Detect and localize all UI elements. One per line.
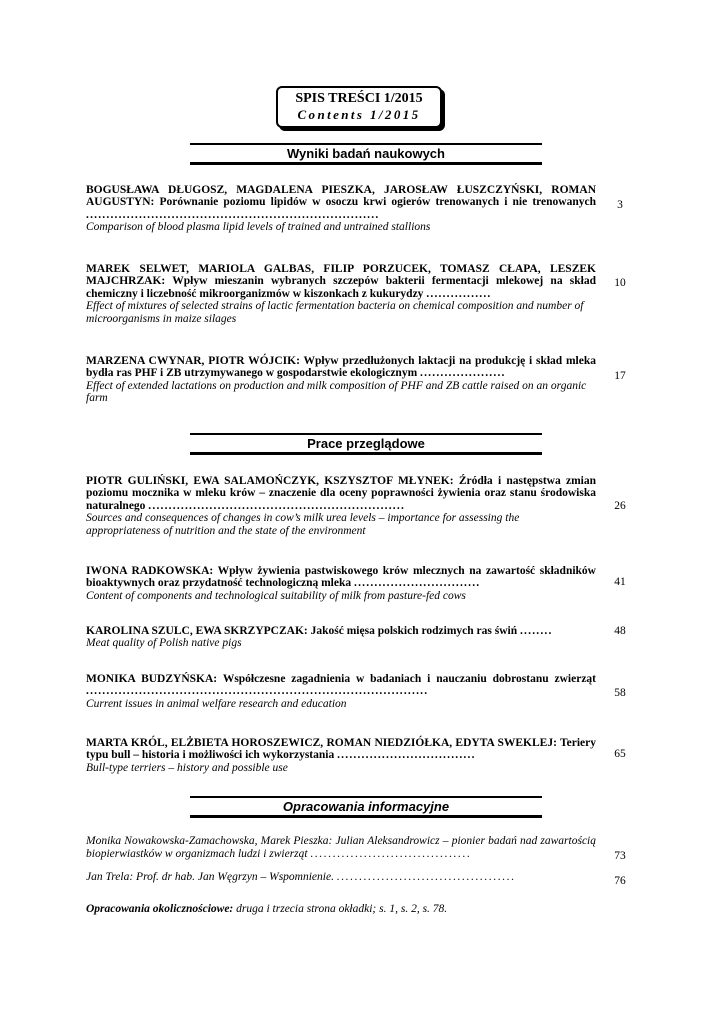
entry-page-number: 41 bbox=[614, 576, 626, 588]
entry-leader-dots: ........ bbox=[519, 625, 553, 637]
entry-title: Teriery typu bull – historia i możliwości ich wykorzystania bbox=[86, 737, 596, 762]
toc-entry[interactable] bbox=[86, 263, 596, 325]
section-title: Opracowania informacyjne bbox=[282, 799, 450, 814]
entry-english-title: Effect of extended lactations on production and milk composition of PHF and ZB cattle raised on an organic farm bbox=[86, 379, 587, 405]
entry-leader-dots: ........................................ bbox=[336, 871, 516, 883]
entry-leader-dots: ..................... bbox=[420, 367, 506, 380]
entry-leader-dots: ................ bbox=[426, 287, 492, 300]
entry-page-number: 3 bbox=[617, 199, 623, 211]
entry-title: Wpływ przedłużonych laktacji na produkcję i skład mleka bydła ras PHF i ZB utrzymywanego w gospodarstwie ekologicznym bbox=[86, 355, 596, 380]
entry-page-number: 10 bbox=[614, 277, 626, 289]
toc-entry[interactable] bbox=[86, 355, 596, 405]
entry-english-title: Current issues in animal welfare research and education bbox=[86, 697, 347, 710]
entry-page-number: 48 bbox=[614, 625, 626, 637]
entry-text bbox=[86, 184, 596, 221]
toc-entry[interactable] bbox=[86, 737, 596, 774]
entry-english-title: Effect of mixtures of selected strains of lactic fermentation bacteria on chemical composition and number of microorganisms in maize silages bbox=[86, 300, 584, 325]
entry-text bbox=[86, 565, 596, 590]
entry-page-number: 17 bbox=[614, 370, 626, 382]
section-title: Prace przeglądowe bbox=[307, 436, 425, 451]
entry-text bbox=[86, 737, 596, 762]
note-text: druga i trzecia strona okładki; s. 1, s. 2, s. 78. bbox=[233, 903, 448, 915]
contents-subtitle: Contents 1/2015 bbox=[297, 107, 421, 122]
entry-authors: IWONA RADKOWSKA: bbox=[86, 565, 214, 577]
toc-entry[interactable] bbox=[86, 475, 596, 537]
contents-title-box bbox=[276, 86, 442, 128]
entry-title: Wpływ mieszanin wybranych szczepów bakterii fermentacji mlekowej na skład chemiczny i liczebność mikroorganizmów w kiszonkach z kukurydzy bbox=[86, 275, 596, 300]
entry-authors: PIOTR GULIŃSKI, EWA SALAMOŃCZYK, KSZYSZTOF MŁYNEK: bbox=[86, 475, 454, 487]
entry-text bbox=[86, 673, 596, 698]
entry-text bbox=[86, 355, 596, 380]
section-header-review bbox=[190, 433, 542, 455]
entry-authors: KAROLINA SZULC, EWA SKRZYPCZAK: bbox=[86, 625, 308, 637]
entry-title: Źródła i następstwa zmian poziomu mocznika w mleku krów – znaczenie dla oceny poprawności żywienia oraz stanu środowiska naturalnego bbox=[86, 475, 596, 512]
entry-leader-dots: ............................................................... bbox=[148, 499, 406, 512]
entry-authors: MARZENA CWYNAR, PIOTR WÓJCIK: bbox=[86, 355, 300, 367]
entry-leader-dots: .................................................................................... bbox=[86, 685, 429, 698]
entry-english-title: Content of components and technological suitability of milk from pasture-fed cows bbox=[86, 589, 466, 602]
note-label: Opracowania okolicznościowe: bbox=[86, 903, 234, 915]
toc-entry[interactable] bbox=[86, 565, 596, 602]
occasional-materials-note bbox=[86, 903, 596, 916]
section-title: Wyniki badań naukowych bbox=[287, 146, 445, 161]
entry-leader-dots: .................................... bbox=[310, 848, 472, 860]
entry-leader-dots: .................................. bbox=[337, 749, 476, 762]
entry-leader-dots: ........................................................................ bbox=[86, 208, 380, 221]
entry-authors: MAREK SELWET, MARIOLA GALBAS, FILIP PORZUCEK, TOMASZ CŁAPA, LESZEK MAJCHRZAK: bbox=[86, 263, 596, 288]
entry-page-number: 58 bbox=[614, 687, 626, 699]
toc-entry[interactable] bbox=[86, 673, 596, 710]
entry-text: Monika Nowakowska-Zamachowska, Marek Pieszka: Julian Aleksandrowicz – pionier badań nad zawartością biopierwiastków w organizmach ludzi i zwierząt bbox=[86, 835, 596, 860]
section-header-research bbox=[190, 143, 542, 165]
entry-text: Jan Trela: Prof. dr hab. Jan Węgrzyn – Wspomnienie. bbox=[86, 871, 334, 883]
entry-text bbox=[86, 475, 596, 512]
entry-title: Wpływ żywienia pastwiskowego krów mlecznych na zawartość składników bioaktywnych oraz przydatność technologiczną mleka bbox=[86, 565, 596, 590]
toc-entry[interactable] bbox=[86, 184, 596, 234]
entry-title: Jakość mięsa polskich rodzimych ras świń bbox=[310, 625, 518, 637]
entry-title: Porównanie poziomu lipidów w osoczu krwi ogierów trenowanych i nie trenowanych bbox=[159, 196, 596, 209]
entry-title: Współczesne zagadnienia w badaniach i nauczaniu dobrostanu zwierząt bbox=[222, 673, 597, 685]
entry-text bbox=[86, 263, 596, 300]
toc-entry[interactable] bbox=[86, 835, 596, 861]
entry-authors: MONIKA BUDZYŃSKA: bbox=[86, 673, 218, 685]
entry-page-number: 65 bbox=[614, 748, 626, 760]
entry-text bbox=[86, 625, 596, 637]
entry-page-number: 26 bbox=[614, 500, 626, 512]
toc-entry[interactable] bbox=[86, 625, 596, 650]
entry-leader-dots: ............................... bbox=[354, 577, 481, 590]
entry-authors: BOGUSŁAWA DŁUGOSZ, MAGDALENA PIESZKA, JAROSŁAW ŁUSZCZYŃSKI, ROMAN AUGUSTYN: bbox=[86, 184, 596, 209]
section-header-information bbox=[190, 796, 542, 818]
entry-page-number: 73 bbox=[614, 850, 626, 862]
entry-english-title: Sources and consequences of changes in cow’s milk urea levels – importance for assessing the appropriateness of nutrition and the state of the environment bbox=[86, 512, 520, 537]
entry-authors: MARTA KRÓL, ELŻBIETA HOROSZEWICZ, ROMAN NIEDZIÓŁKA, EDYTA SWEKLEJ: bbox=[86, 737, 557, 749]
toc-entry[interactable] bbox=[86, 871, 596, 884]
entry-english-title: Comparison of blood plasma lipid levels of trained and untrained stallions bbox=[86, 221, 431, 234]
entry-page-number: 76 bbox=[614, 875, 626, 887]
entry-english-title: Meat quality of Polish native pigs bbox=[86, 637, 242, 650]
contents-title: SPIS TREŚCI 1/2015 bbox=[295, 91, 423, 106]
entry-english-title: Bull-type terriers – history and possible use bbox=[86, 761, 288, 774]
